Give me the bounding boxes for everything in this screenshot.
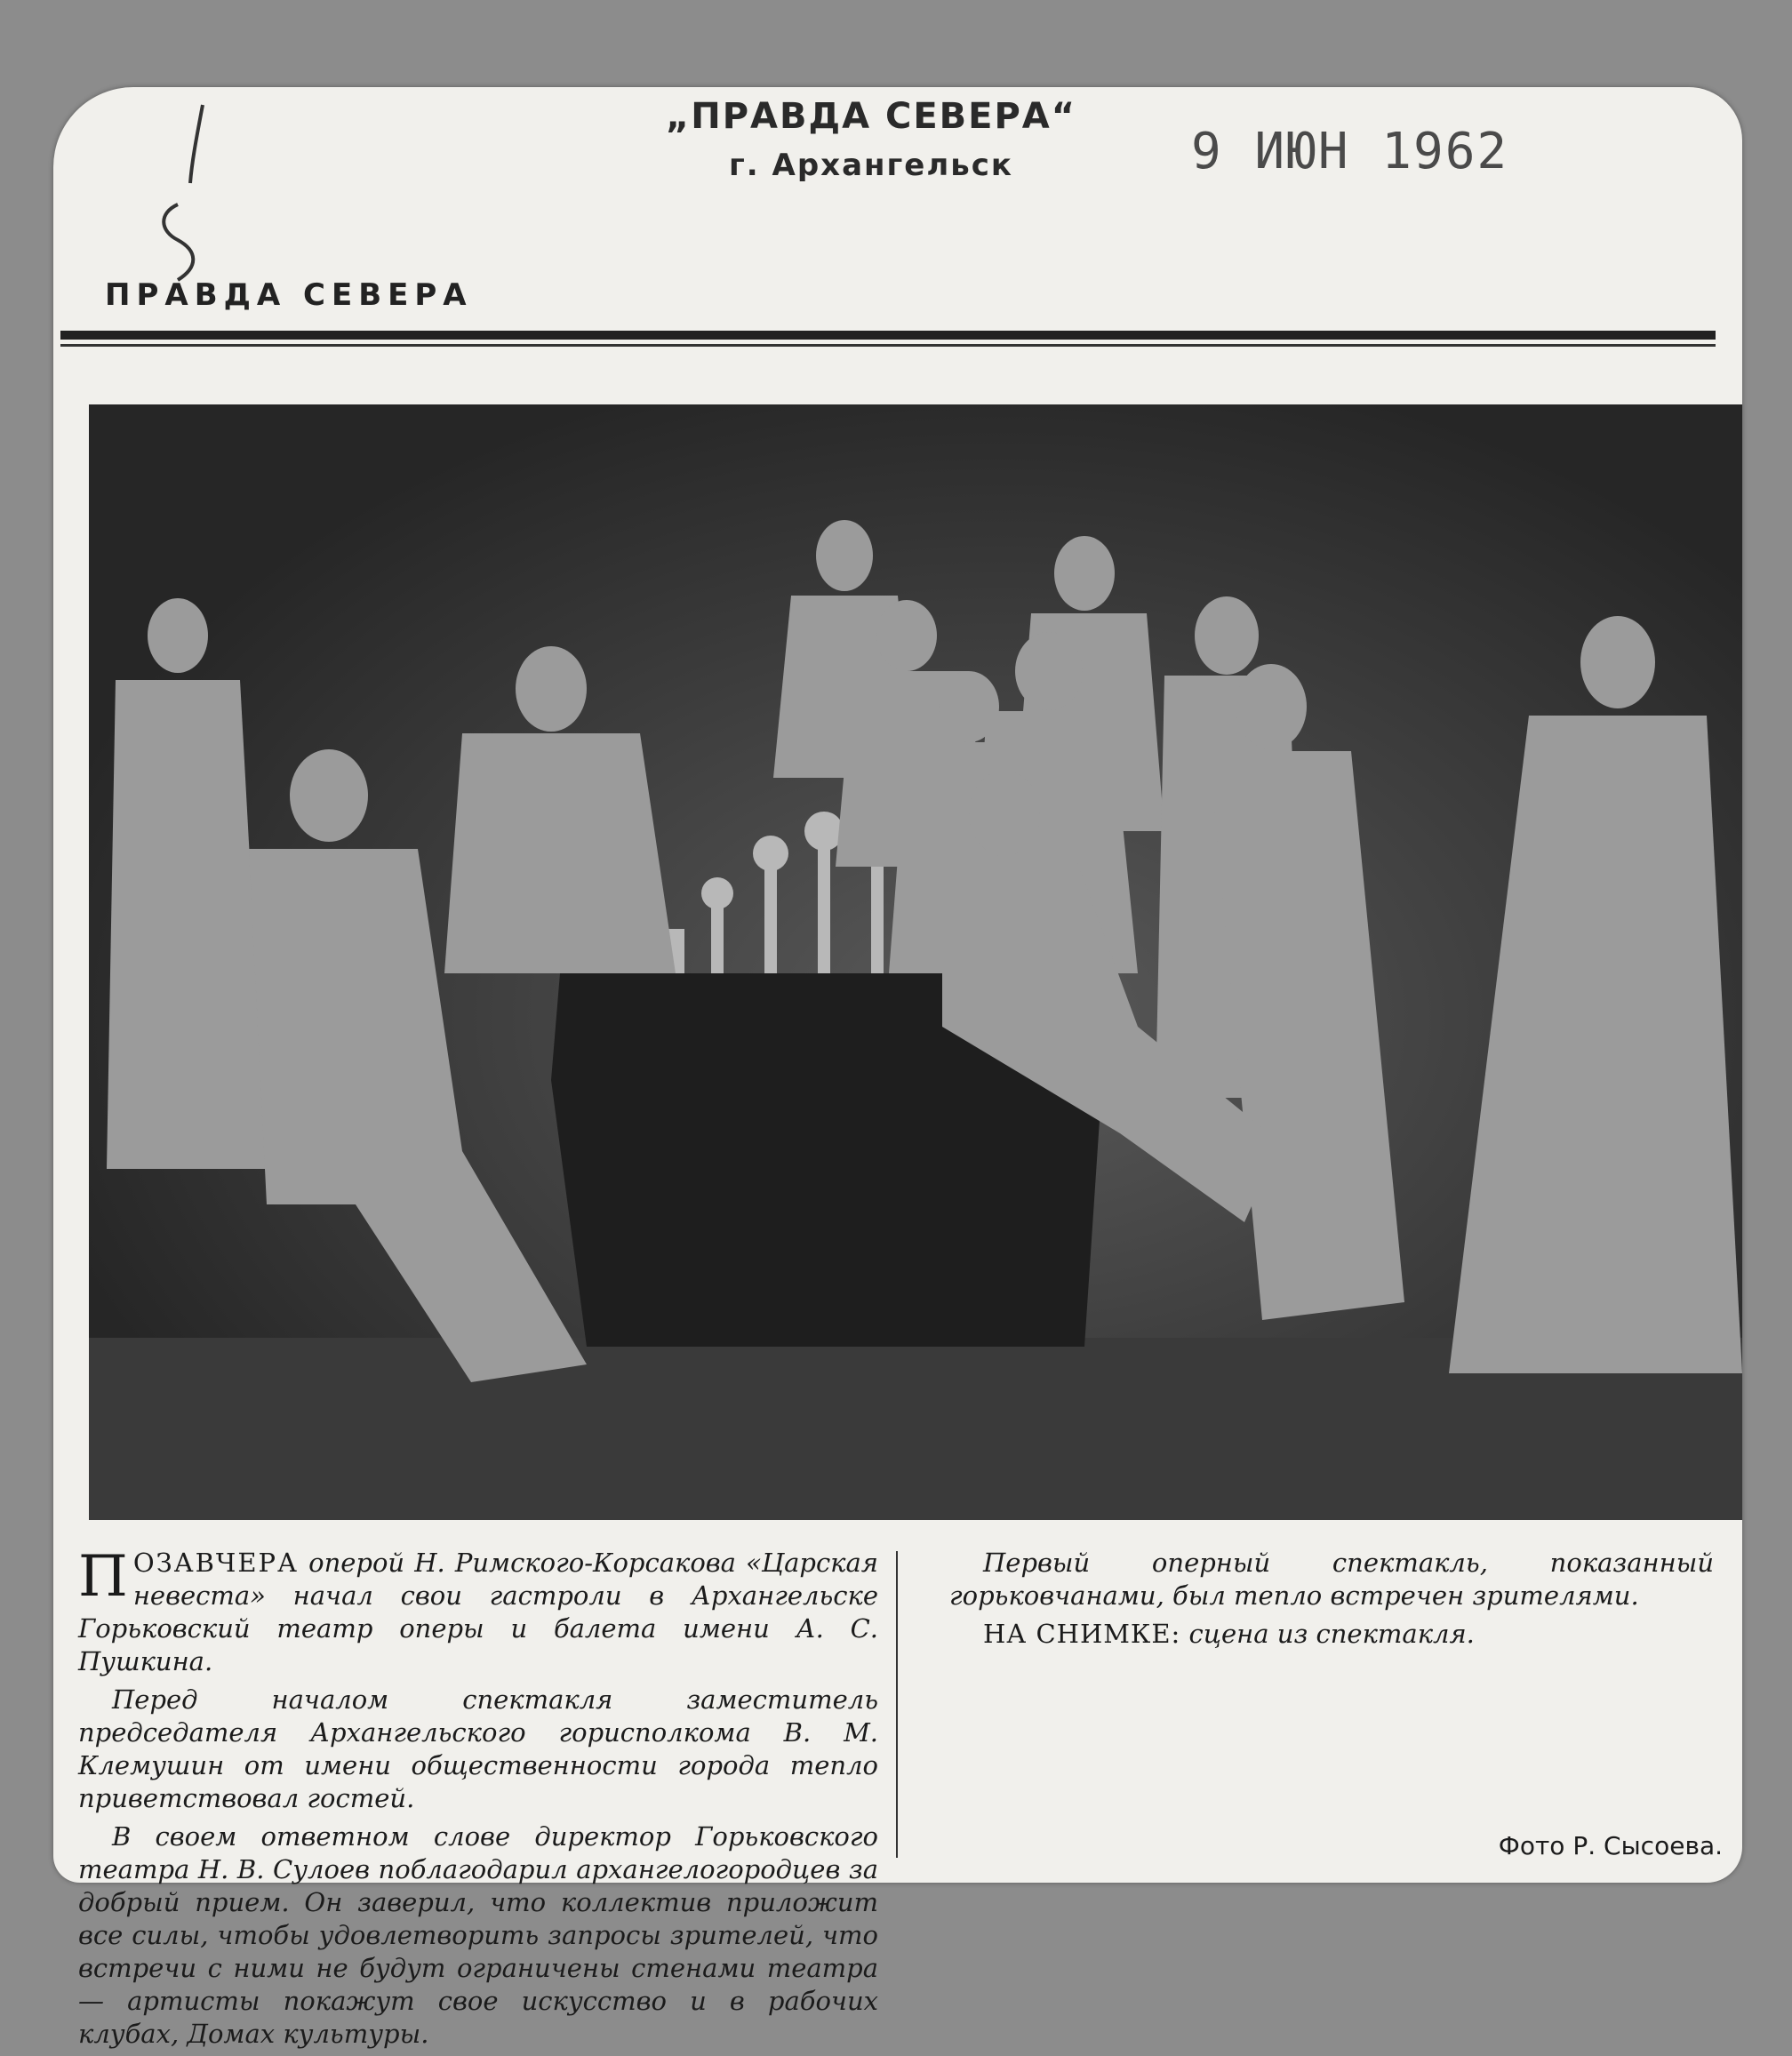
photo-credit: Фото Р. Сысоева. — [1498, 1831, 1723, 1860]
column-divider — [896, 1551, 898, 1858]
drop-cap: П — [78, 1544, 128, 1610]
stamp-city: г. Архангельск — [729, 148, 1013, 183]
masthead-rule-thin — [60, 344, 1716, 347]
caption-text: сцена из спектакля. — [1180, 1619, 1475, 1649]
masthead-rule — [60, 331, 1716, 340]
lead-word: ОЗАВЧЕРА — [132, 1548, 299, 1578]
photo-caption — [949, 1618, 1714, 1651]
article-paragraph-2: Перед началом спектакля заместитель председателя Архангельского горисполкома В. М. Клемушин от имени общественности города тепло приветствовал гостей. — [78, 1684, 878, 1813]
stamp-newspaper-name: „ПРАВДА СЕВЕРА“ — [665, 96, 1077, 137]
handwritten-pencil-mark — [151, 98, 231, 284]
article-paragraph-3: В своем ответном слове директор Горьковского театра Н. В. Сулоев поблагодарил архангелогородцев за добрый прием. Он заверил, что коллектив приложит все силы, чтобы удовлетворить запросы зрителей, что встречи с ними не будут ограничены стенами театра — артисты покажут свое искусство и в рабочих клубах, Домах культуры. — [78, 1821, 878, 2049]
stamp-date: 9 ИЮН 1962 — [1191, 123, 1509, 180]
archive-stamp — [587, 96, 1156, 183]
article-column-left — [78, 1544, 878, 2056]
newspaper-masthead: ПРАВДА СЕВЕРА — [105, 277, 473, 313]
article-paragraph-4: Первый оперный спектакль, показанный горьковчанами, был тепло встречен зрителями. — [949, 1548, 1714, 1611]
caption-label: НА СНИМКЕ: — [983, 1619, 1181, 1649]
article-column-right — [949, 1547, 1714, 1656]
article-paragraph-1 — [78, 1544, 878, 1678]
paragraph-1-text: оперой Н. Римского-Корсакова «Царская невеста» начал свои гастроли в Архангельске Горьковский театр оперы и балета имени А. С. Пушкина. — [78, 1548, 878, 1676]
stage-photo — [89, 404, 1742, 1520]
